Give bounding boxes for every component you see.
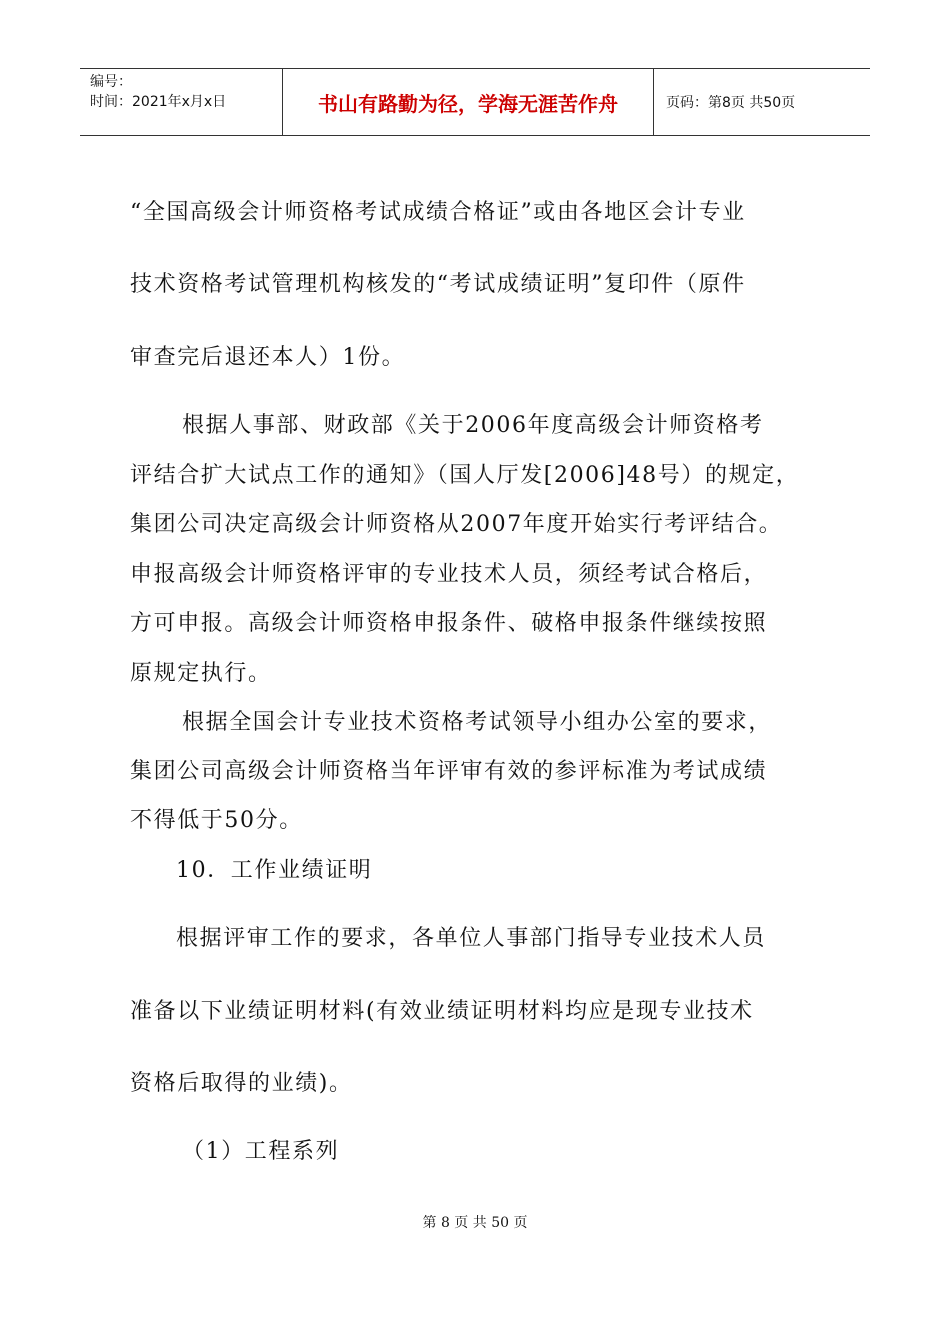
subsection-heading: （1）工程系列: [182, 1139, 340, 1164]
page-footer: 第 8 页 共 50 页: [422, 1215, 528, 1231]
document-number-label: 编号：: [90, 74, 132, 90]
body-line: “全国高级会计师资格考试成绩合格证”或由各地区会计专业: [130, 200, 746, 225]
document-time-label: 时间：2021年x月x日: [90, 94, 227, 110]
page-header: [80, 68, 870, 136]
body-line: 集团公司决定高级会计师资格从2007年度开始实行考评结合。: [130, 512, 783, 537]
body-line: 不得低于50分。: [130, 808, 303, 833]
body-line: 评结合扩大试点工作的通知》（国人厅发[2006]48号）的规定，: [130, 463, 800, 488]
header-motto: 书山有路勤为径，学海无涯苦作舟: [282, 69, 654, 135]
body-line: 准备以下业绩证明材料(有效业绩证明材料均应是现专业技术: [130, 999, 754, 1024]
body-line: 资格后取得的业绩)。: [130, 1071, 353, 1096]
header-meta: [80, 69, 282, 135]
body-line: 集团公司高级会计师资格当年评审有效的参评标准为考试成绩: [130, 759, 768, 784]
body-line: 根据人事部、财政部《关于2006年度高级会计师资格考: [182, 413, 764, 438]
section-heading: 10．工作业绩证明: [176, 858, 373, 883]
body-line: 申报高级会计师资格评审的专业技术人员，须经考试合格后，: [130, 562, 768, 587]
header-page-info: 页码：第8页 共50页: [666, 95, 796, 111]
body-line: 方可申报。高级会计师资格申报条件、破格申报条件继续按照: [130, 611, 768, 636]
body-line: 审查完后退还本人）1份。: [130, 345, 406, 370]
body-line: 根据评审工作的要求，各单位人事部门指导专业技术人员: [176, 926, 767, 951]
body-line: 技术资格考试管理机构核发的“考试成绩证明”复印件（原件: [130, 272, 746, 297]
body-line: 根据全国会计专业技术资格考试领导小组办公室的要求，: [182, 710, 773, 735]
body-line: 原规定执行。: [130, 661, 272, 686]
